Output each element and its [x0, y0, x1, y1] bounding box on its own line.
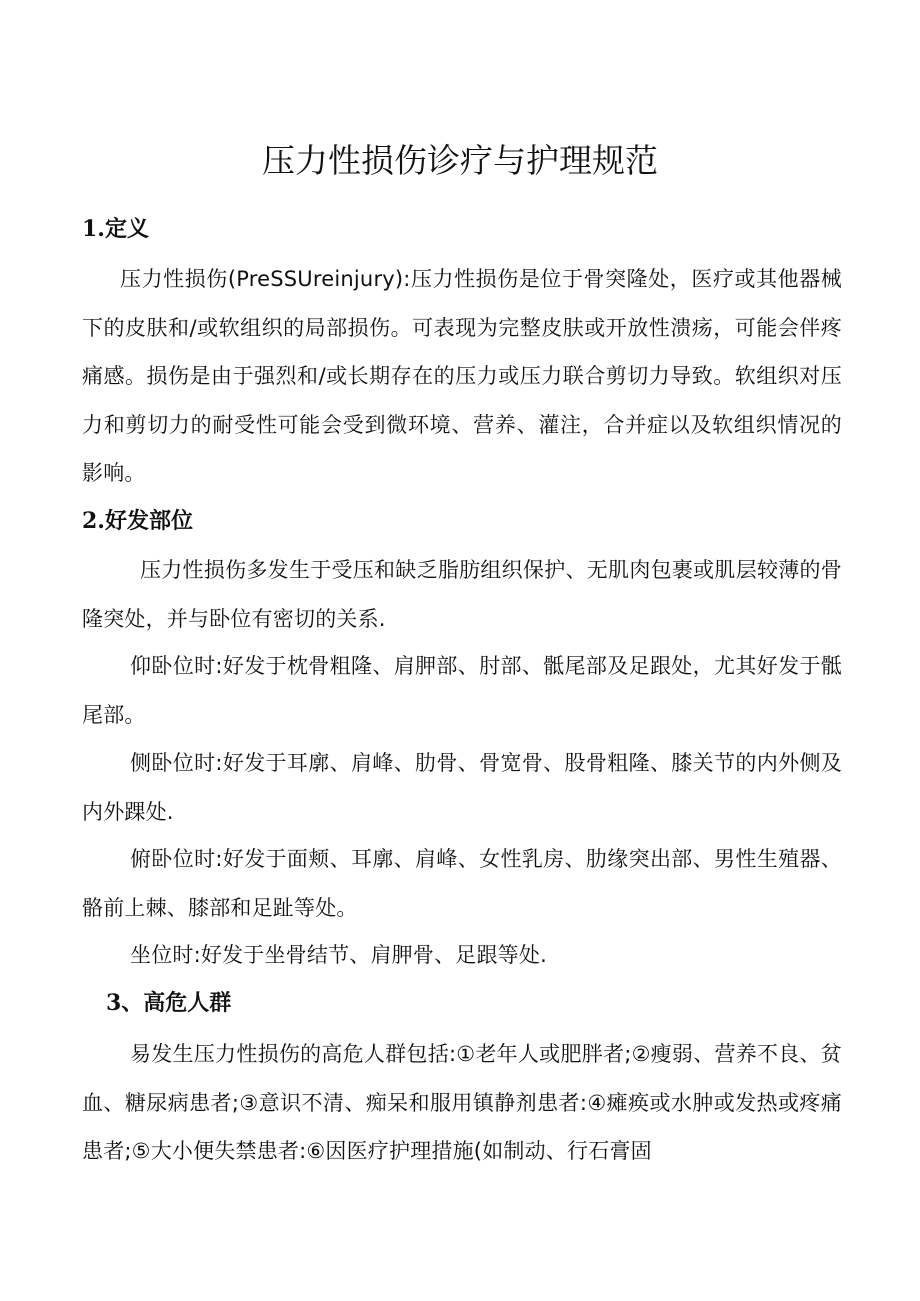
common-sites-intro-paragraph: 压力性损伤多发生于受压和缺乏脂肪组织保护、无肌肉包裹或肌层较薄的骨隆突处，并与卧位有密切的关系.	[82, 558, 842, 631]
lateral-position-paragraph: 侧卧位时:好发于耳廓、肩峰、肋骨、骨宽骨、股骨粗隆、膝关节的内外侧及内外踝处.	[82, 751, 842, 824]
definition-paragraph: 压力性损伤(PreSSUreinjury):压力性损伤是位于骨突隆处，医疗或其他器械下的皮肤和/或软组织的局部损伤。可表现为完整皮肤或开放性溃疡，可能会伴疼痛感。损伤是由于强烈和/或长期存在的压力或压力联合剪切力导致。软组织对压力和剪切力的耐受性可能会受到微环境、营养、灌注，合并症以及软组织情况的影响。	[82, 267, 842, 485]
supine-position-paragraph: 仰卧位时:好发于枕骨粗隆、肩胛部、肘部、骶尾部及足跟处，尤其好发于骶尾部。	[82, 654, 842, 727]
prone-position-paragraph: 俯卧位时:好发于面颊、耳廓、肩峰、女性乳房、肋缘突出部、男性生殖器、骼前上棘、膝部和足趾等处。	[82, 847, 842, 920]
high-risk-groups-paragraph: 易发生压力性损伤的高危人群包括:①老年人或肥胖者;②瘦弱、营养不良、贫血、糖尿病患者;③意识不清、痴呆和服用镇静剂患者:④瘫痪或水肿或发热或疼痛患者;⑤大小便失禁患者:⑥因医疗护理措施(如制动、行石膏固	[82, 1042, 842, 1163]
document-title: 压力性损伤诊疗与护理规范	[262, 141, 658, 180]
sitting-position-paragraph: 坐位时:好发于坐骨结节、肩胛骨、足跟等处.	[130, 943, 547, 967]
section-heading-definition: 1.定义	[82, 216, 149, 242]
section-heading-common-sites: 2.好发部位	[82, 508, 193, 534]
section-heading-high-risk-groups: 3、高危人群	[106, 990, 232, 1016]
